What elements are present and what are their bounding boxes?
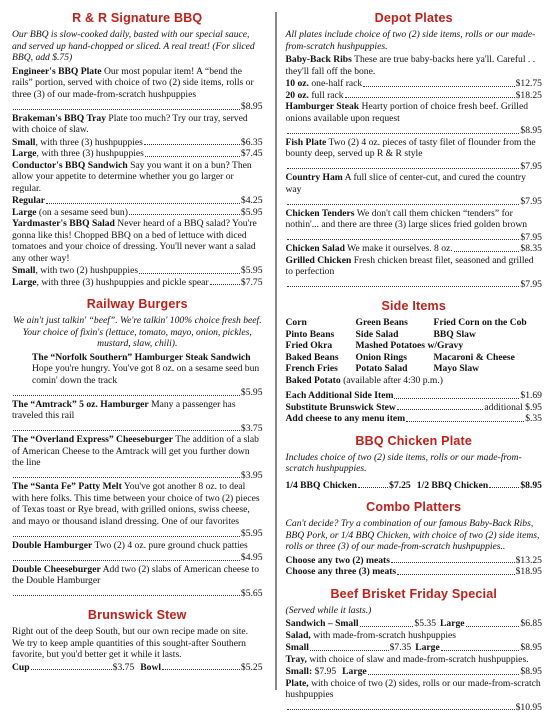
santafe-price-row: $5.95 <box>12 528 263 540</box>
ham-price-row: $7.95 <box>286 196 542 208</box>
combo-intro: Can't decide? Try a combination of our famous Baby-Back Ribs, BBQ Pork, or 1/4 BBQ Chicken, with choice of two (2) side items, rolls or three (3) of our made-from-scratch hushpuppies.. <box>286 518 542 553</box>
side-item: Mashed Potatoes w/Gravy <box>356 340 542 352</box>
country-ham: Country Ham A full slice of center-cut, and cured the country way <box>286 172 542 195</box>
doublec-price-row: $5.65 <box>12 588 263 600</box>
depot-intro: All plates include choice of two (2) side items, rolls or our made-from-scratch hushpuppies. <box>286 29 542 52</box>
brakemans-tray: Brakeman's BBQ Tray Plate too much? Try our tray, served with choice of slaw. <box>12 113 263 136</box>
baby-back-ribs: Baby-Back Ribs These are true baby-backs here ya'll. Careful . . they'll fall off the bone. <box>286 54 542 77</box>
norfolk-southern: The “Norfolk Southern” Hamburger Steak Sandwich Hope you're hungry. You've got 8 oz. on a sesame seed bun comin' down the track <box>12 352 263 387</box>
fish-plate: Fish Plate Two (2) 4 oz. pieces of tasty filet of flounder from the bounty deep, served up R & R style <box>286 137 542 160</box>
brisket-intro: (Served while it lasts.) <box>286 605 542 617</box>
chicken-plate-intro: Includes choice of two (2) side items, rolls or our made-from-scratch hushpuppies. <box>286 452 542 475</box>
salad-small-row: Small, with two (2) hushpuppies $5.95 <box>12 265 263 277</box>
bbq-chicken-plate-heading: BBQ Chicken Plate <box>286 434 542 449</box>
hamburger-steak: Hamburger Steak Hearty portion of choice fresh beef. Grilled onions available upon request <box>286 101 542 124</box>
left-column <box>12 8 269 694</box>
engineers-plate: Engineer's BBQ Plate Our most popular item! A “bend the rails” portion, served with choice of two (2) side items, rolls or three (3) of our made-from-scratch hushpuppies <box>12 66 263 101</box>
beef-brisket-heading: Beef Brisket Friday Special <box>286 587 542 602</box>
santa-fe-melt: The “Santa Fe” Patty Melt You've got another 8 oz. to deal with here folks. This time between your choice of two (2) pieces of Texas toast or Rye bread, with grilled onions, swiss cheese, and mayo or thousand island dressing. One of our favorites <box>12 481 263 527</box>
side-item: Fried Corn on the Cob <box>434 317 542 329</box>
side-items-heading: Side Items <box>286 299 542 314</box>
double-cheeseburger: Double Cheeseburger Add two (2) slabs of American cheese to the Double Hamburger <box>12 564 263 587</box>
sandwich-regular-row: Regular $4.25 <box>12 195 263 207</box>
fish-price-row: $7.95 <box>286 161 542 173</box>
railway-intro: We ain't just talkin' “beef”. We're talkin' 100% choice fresh beef. Your choice of fixin's (lettuce, tomato, mayo, onion, pickles, mustard, slaw, chili). <box>12 315 263 350</box>
brisket-plate: Plate, with choice of two (2) sides, rolls or our made-from-scratch hushpuppies <box>286 678 542 701</box>
chicken-plate-prices: 1/4 BBQ Chicken $7.25 1/2 BBQ Chicken $8.95 <box>286 480 542 492</box>
grilled-chicken: Grilled Chicken Fresh chicken breast filet, seasoned and grilled to perfection <box>286 255 542 278</box>
hsteak-price-row: $8.95 <box>286 125 542 137</box>
brisket-tray-row: Small: $7.95 Large $8.95 <box>286 666 542 678</box>
additional-side-row: Each Additional Side Item $1.69 <box>286 390 542 402</box>
side-item: Baked Beans <box>286 352 356 364</box>
brisket-tray: Tray, with choice of slaw and made-from-scratch hushpuppies. <box>286 654 542 666</box>
railway-burgers-heading: Railway Burgers <box>12 297 263 312</box>
sandwich-large-row: Large (on a sesame seed bun) $5.95 <box>12 207 263 219</box>
brisket-salad-row: Small $7.35 Large $8.95 <box>286 642 542 654</box>
side-item: Green Beans <box>356 317 434 329</box>
amtrack-price-row: $3.75 <box>12 423 263 435</box>
column-divider <box>275 12 277 690</box>
combo-platters-heading: Combo Platters <box>286 500 542 515</box>
side-item: Pinto Beans <box>286 329 356 341</box>
side-item: Fried Okra <box>286 340 356 352</box>
side-item: Side Salad <box>356 329 434 341</box>
brisket-plate-row: $10.95 <box>286 702 542 713</box>
side-item: Mayo Slaw <box>434 363 542 375</box>
tray-small-row: Small, with three (3) hushpuppies $6.35 <box>12 137 263 149</box>
double-hamburger: Double Hamburger Two (2) 4 oz. pure ground chuck patties <box>12 540 263 552</box>
brunswick-stew-heading: Brunswick Stew <box>12 608 263 623</box>
salad-large-row: Large, with three (3) hushpuppies and pickle spear $7.75 <box>12 277 263 289</box>
rr-intro: Our BBQ is slow-cooked daily, basted with our special sauce, and served up hand-chopped or sliced. A real treat! (For sliced BBQ, add $.75) <box>12 29 263 64</box>
side-item: Macaroni & Cheese <box>434 352 542 364</box>
yardmasters-salad: Yardmaster's BBQ Salad Never heard of a BBQ salad? You're gonna like this! Chopped BBQ on a bed of lettuce with diced tomatoes and your choice of dressing. You'll never want a salad any other way! <box>12 218 263 264</box>
combo-three-row: Choose any three (3) meats $18.95 <box>286 566 542 578</box>
side-item: Corn <box>286 317 356 329</box>
brunswick-prices: Cup $3.75 Bowl $5.25 <box>12 662 263 674</box>
conductors-sandwich: Conductor's BBQ Sandwich Say you want it on a bun? Then allow your appetite to determine whether you go larger or regular. <box>12 160 263 195</box>
right-column <box>286 8 542 694</box>
combo-two-row: Choose any two (2) meats $13.25 <box>286 555 542 567</box>
tenders-price-row: $7.95 <box>286 232 542 244</box>
side-item: Potato Salad <box>356 363 434 375</box>
add-cheese-row: Add cheese to any menu item $.35 <box>286 413 542 425</box>
side-item: French Fries <box>286 363 356 375</box>
ribs-full-row: 20 oz. full rack $18.25 <box>286 90 542 102</box>
substitute-stew-row: Substitute Brunswick Stew additional $.95 <box>286 402 542 414</box>
side-item: BBQ Slaw <box>434 329 542 341</box>
engineers-plate-price-row: $8.95 <box>12 101 263 113</box>
side-item: Onion Rings <box>356 352 434 364</box>
overland-express: The “Overland Express” Cheeseburger The addition of a slab of American Cheese to the Amtrack will get you further down the line <box>12 434 263 469</box>
amtrack-burger: The “Amtrack” 5 oz. Hamburger Many a passenger has traveled this rail <box>12 399 263 422</box>
brisket-sandwich-row: Sandwich – Small $5.35 Large $6.85 <box>286 618 542 630</box>
double-price-row: $4.95 <box>12 552 263 564</box>
brunswick-desc: Right out of the deep South, but our own recipe made on site. We try to keep ample quantities of this sought-after Southern favorite, but you'd better get it while it lasts. <box>12 626 263 661</box>
ribs-half-row: 10 oz. one-half rack $12.75 <box>286 78 542 90</box>
side-items-grid <box>286 317 542 375</box>
overland-price-row: $3.95 <box>12 470 263 482</box>
tray-large-row: Large, with three (3) hushpuppies $7.45 <box>12 148 263 160</box>
grilled-price-row: $7.95 <box>286 279 542 291</box>
chicken-tenders: Chicken Tenders We don't call them chicken “tenders” for nothin'... and there are three (3) large slices fried golden brown <box>286 208 542 231</box>
norfolk-price-row: $5.95 <box>12 387 263 399</box>
depot-plates-heading: Depot Plates <box>286 11 542 26</box>
baked-potato: Baked Potato (available after 4:30 p.m.) <box>286 375 542 387</box>
rr-signature-bbq-heading: R & R Signature BBQ <box>12 11 263 26</box>
brisket-salad: Salad, with made-from-scratch hushpuppies <box>286 630 542 642</box>
chicken-salad-row: Chicken Salad We make it ourselves. 8 oz. $8.35 <box>286 243 542 255</box>
